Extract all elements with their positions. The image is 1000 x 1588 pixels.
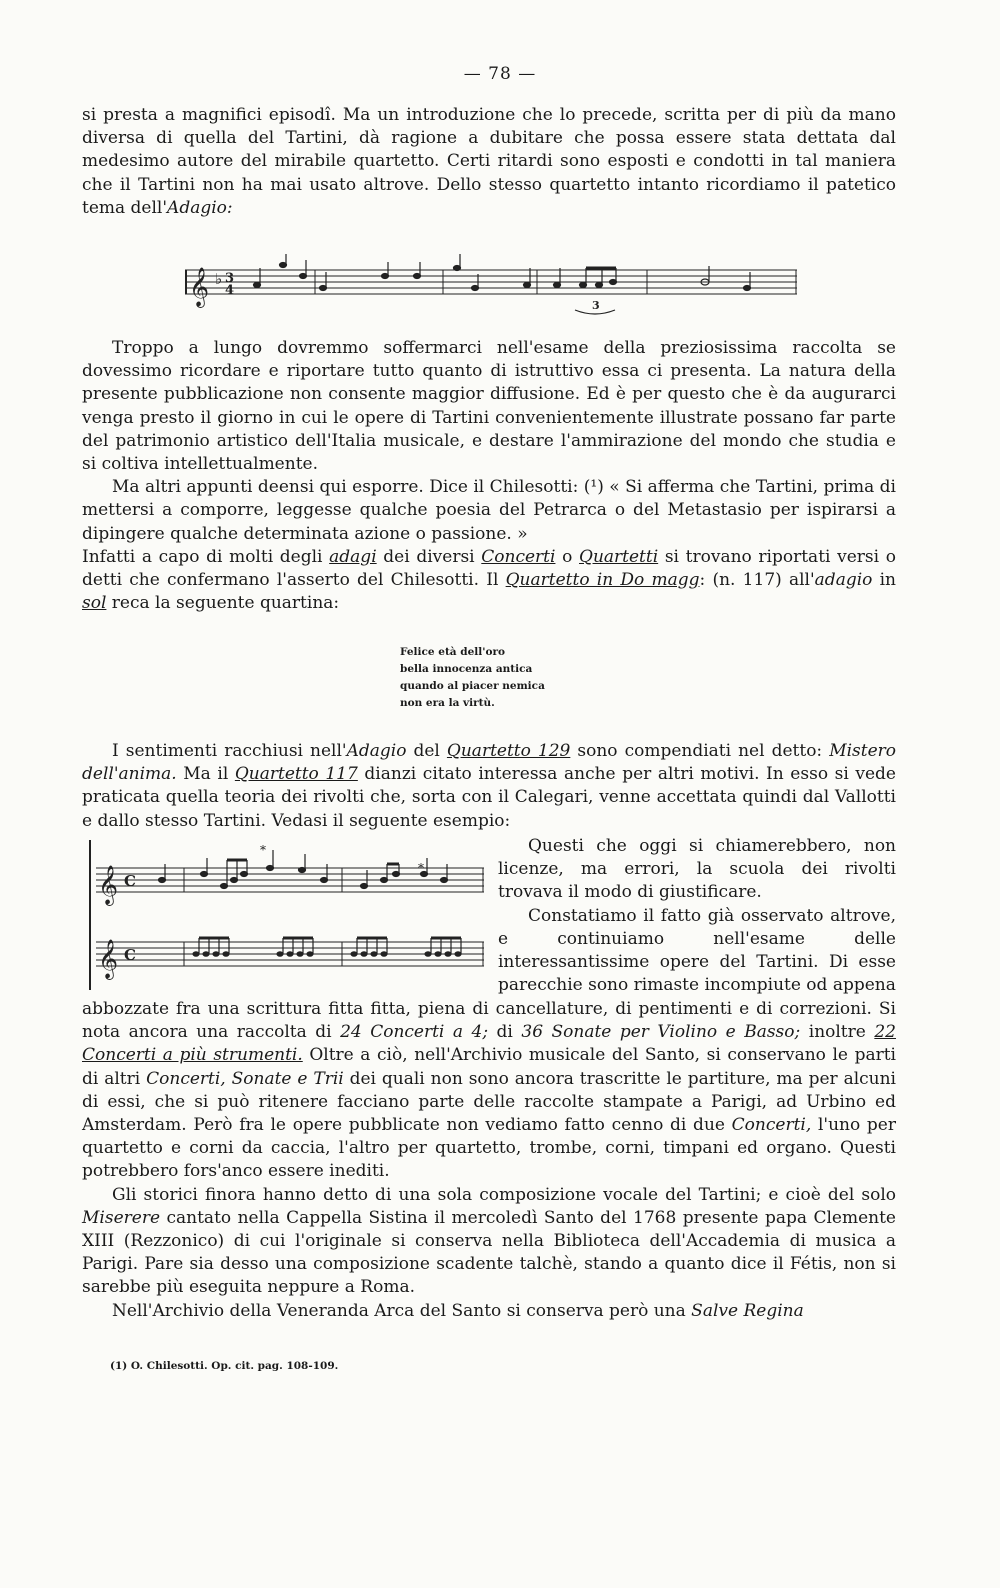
paragraph-5: I sentimenti racchiusi nell'Adagio del Quartetto 129 sono compendiati nel detto: Mistero dell'anima. Ma il Quartetto 117 dianzi citato interessa anche per altri motivi. In esso si vede praticata quella teoria dei rivolti che, sorta con il Calegari, venne accettata quindi dal Vallotti e dallo stesso Tartini. Vedasi il seguente esempio:: [82, 741, 897, 831]
svg-text:𝄞: 𝄞: [98, 939, 119, 979]
quatrain-line: bella innocenza antica: [400, 663, 533, 675]
paragraph-4: Infatti a capo di molti degli adagi dei diversi Concerti o Quartetti si trovano riportati versi o detti che confermano l'asserto del Chilesotti. Il Quartetto in Do magg: (n. 117) all'adagio in sol reca la seguente quartina:: [82, 546, 897, 614]
triplet-mark: 3: [592, 299, 600, 312]
svg-text:*: *: [260, 843, 266, 857]
svg-text:C: C: [124, 946, 136, 964]
para1-text: si presta a magnifici episodî. Ma un introduzione che lo precede, scritta per di più da mano diversa di quella del Tartini, dà ragione a dubitare che possa essere stata dettata dal medesimo autore del mirabile quartetto. Certi ritardi sono esposti e condotti in tal maniera che il Tartini non ha mai usato altrove. Dello stesso quartetto intanto ricordiamo il patetico tema dell': [82, 105, 896, 218]
wrap-paragraph-1: Questi che oggi si chiamerebbero, non licenze, ma errori, la scuola dei rivolti trovava il modo di giustificare.: [498, 836, 896, 903]
music-example-adagio-theme: [185, 254, 805, 326]
svg-text:*: *: [418, 861, 424, 875]
adagio-ref: Adagio:: [167, 197, 233, 218]
footnote: (1) O. Chilesotti. Op. cit. pag. 108-109.: [110, 1360, 339, 1372]
paragraph-6: abbozzate fra una scrittura fitta fitta, piena di cancellature, di pentimenti e di correzioni. Si nota ancora una raccolta di 24 Concerti a 4; di 36 Sonate per Violino e Basso; inoltre 22 Concerti a più strumenti. Oltre a ciò, nell'Archivio musicale del Santo, si conservano le parti di altri Concerti, Sonate e Trii dei quali non sono ancora trascritte le partiture, ma per alcuni di essi, che si può ritenere facciano parte delle raccolte stampate a Parigi, ad Urbino ed Amsterdam. Però fra le opere pubblicate non vediamo fatto cenno di due Concerti, l'uno per quartetto e corni da caccia, l'altro per quartetto, trombe, corni, timpani ed organo. Questi potrebbero fors'anco essere inediti.: [82, 999, 896, 1182]
wrap-paragraph-2: Constatiamo il fatto già osservato altrove, e continuiamo nell'esame delle interessantissime opere del Tartini. Di esse parecchie sono rimaste incompiute od appena: [498, 905, 896, 996]
page-number: — 78 —: [463, 64, 537, 84]
paragraph-1: [82, 104, 896, 220]
paragraph-group-1: [82, 337, 896, 615]
svg-text:𝄞: 𝄞: [189, 267, 210, 307]
music-example-rivolti: [84, 840, 490, 990]
svg-text:4: 4: [225, 283, 235, 298]
quatrain-line: quando al piacer nemica: [400, 680, 545, 692]
paragraph-3: Ma altri appunti deensi qui esporre. Dice il Chilesotti: (¹) « Si afferma che Tartini, prima di mettersi a comporre, leggesse qualche poesia del Petrarca o del Metastasio per ispirarsi a dipingere qualche determinata azione o passione. »: [82, 477, 896, 544]
quatrain-line: non era la virtù.: [400, 697, 495, 709]
paragraph-group-2: [82, 998, 896, 1323]
svg-text:3: 3: [225, 271, 235, 286]
svg-text:𝄞: 𝄞: [98, 865, 119, 905]
wrapped-text-column: [498, 835, 896, 997]
paragraph-2: Troppo a lungo dovremmo soffermarci nell'esame della preziosissima raccolta se dovessimo ricordare e riportare tutto quanto di istruttivo essa ci presenta. La natura della presente pubblicazione non consente maggior diffusione. Ed è per questo che è da augurarci venga presto il giorno in cui le opere di Tartini convenientemente illustrate possano far parte del patrimonio artistico dell'Italia musicale, e destare l'ammirazione del mondo che studia e si coltiva intellettualmente.: [82, 338, 896, 475]
paragraph-8: Nell'Archivio della Veneranda Arca del Santo si conserva però una Salve Regina: [112, 1300, 804, 1321]
quatrain: [400, 644, 545, 712]
paragraph-7: Gli storici finora hanno detto di una sola composizione vocale del Tartini; e cioè del solo Miserere cantato nella Cappella Sistina il mercoledì Santo del 1768 presente papa Clemente XIII (Rezzonico) di cui l'originale si conserva nella Biblioteca dell'Accademia di musica a Parigi. Pare sia desso una composizione scadente talchè, stando a quanto dice il Fétis, non si sarebbe più eseguita neppure a Roma.: [82, 1184, 896, 1298]
svg-text:♭: ♭: [215, 270, 223, 288]
svg-text:C: C: [124, 872, 136, 890]
quatrain-line: Felice età dell'oro: [400, 646, 506, 658]
